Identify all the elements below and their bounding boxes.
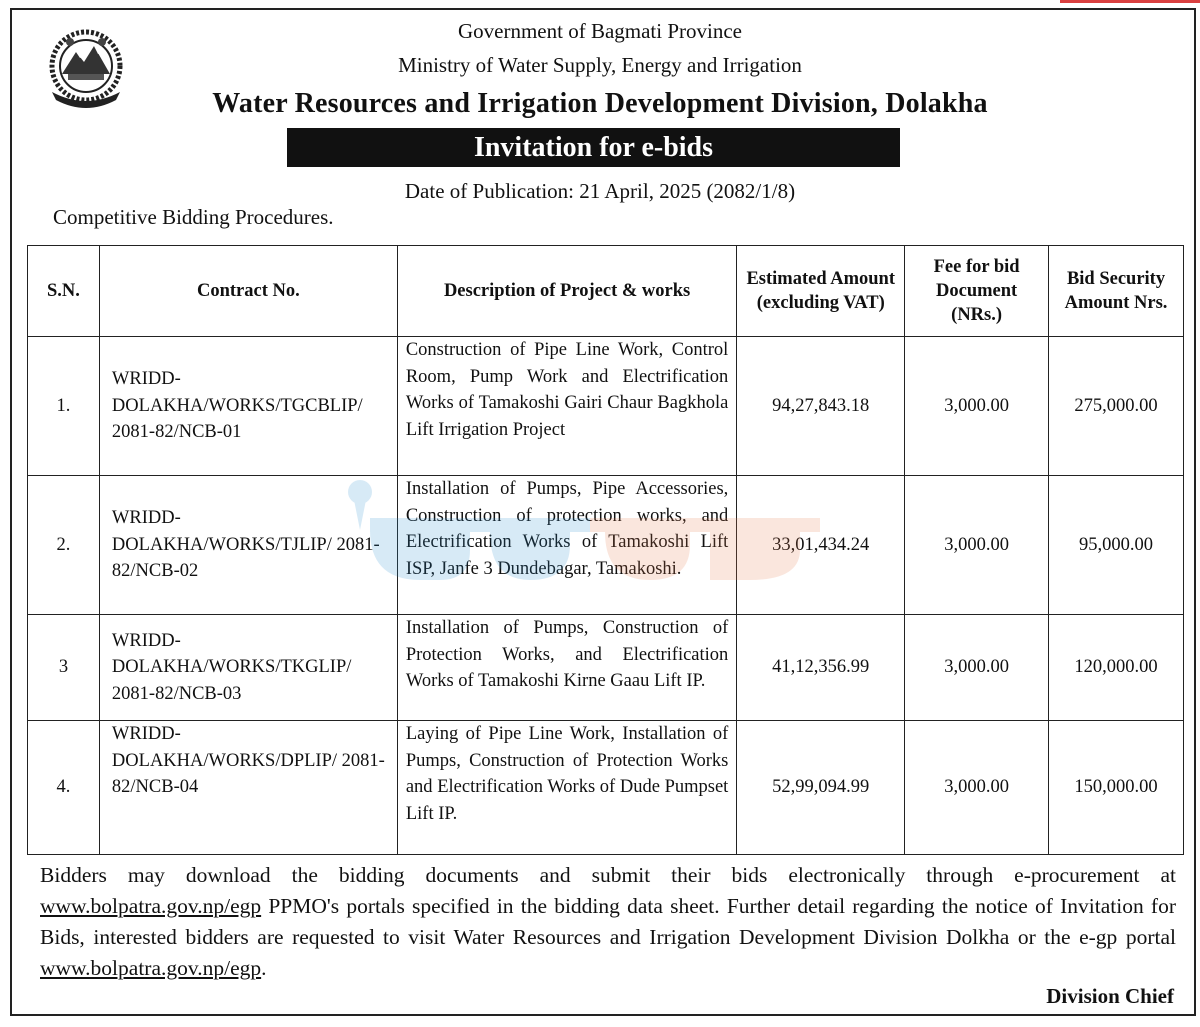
footer-text-3: . bbox=[261, 956, 267, 980]
row-fee: 3,000.00 bbox=[905, 476, 1049, 615]
footer-text-2: PPMO's portals specified in the bidding data sheet. Further detail regarding the notice of Invitation for Bids, interested bidders are requested to visit Water Resources and Irrigation Development Division Dolkha or the e-gp portal bbox=[40, 894, 1176, 949]
egp-link-2[interactable]: www.bolpatra.gov.np/egp bbox=[40, 956, 262, 980]
row-security: 120,000.00 bbox=[1049, 615, 1184, 721]
signature: Division Chief bbox=[1046, 984, 1174, 1008]
row-contract: WRIDD-DOLAKHA/WORKS/TJLIP/ 2081-82/NCB-02 bbox=[99, 476, 397, 615]
row-estimated: 41,12,356.99 bbox=[737, 615, 905, 721]
egp-link-1[interactable]: www.bolpatra.gov.np/egp bbox=[40, 894, 262, 918]
row-description: Laying of Pipe Line Work, Installation of Pumps, Construction of Protection Works and Electrification Works of Dude Pumpset Lift IP. bbox=[397, 721, 736, 855]
table-header-row bbox=[28, 246, 1184, 337]
government-line: Government of Bagmati Province bbox=[457, 19, 742, 43]
bids-table bbox=[27, 245, 1184, 855]
col-contract: Contract No. bbox=[99, 246, 397, 337]
row-sn: 4. bbox=[28, 721, 100, 855]
top-accent-bar bbox=[1060, 0, 1200, 3]
division-title: Water Resources and Irrigation Development Division, Dolakha bbox=[212, 88, 988, 119]
ministry-line: Ministry of Water Supply, Energy and Irrigation bbox=[398, 53, 802, 77]
row-security: 275,000.00 bbox=[1049, 337, 1184, 476]
col-sn: S.N. bbox=[28, 246, 100, 337]
row-security: 150,000.00 bbox=[1049, 721, 1184, 855]
row-estimated: 94,27,843.18 bbox=[737, 337, 905, 476]
table-row bbox=[28, 721, 1184, 855]
col-fee: Fee for bid Document (NRs.) bbox=[905, 246, 1049, 337]
row-description: Installation of Pumps, Construction of Protection Works, and Electrification Works of Tamakoshi Kirne Gaau Lift IP. bbox=[397, 615, 736, 721]
row-contract: WRIDD-DOLAKHA/WORKS/DPLIP/ 2081-82/NCB-04 bbox=[99, 721, 397, 855]
footer-paragraph bbox=[40, 860, 1176, 984]
row-contract: WRIDD-DOLAKHA/WORKS/TGCBLIP/ 2081-82/NCB-01 bbox=[99, 337, 397, 476]
invitation-banner: Invitation for e-bids bbox=[287, 128, 900, 167]
row-fee: 3,000.00 bbox=[905, 615, 1049, 721]
procedure-text: Competitive Bidding Procedures. bbox=[53, 205, 334, 229]
footer-text-1: Bidders may download the bidding documents and submit their bids electronically through e-procurement at bbox=[40, 863, 1176, 887]
table-row bbox=[28, 337, 1184, 476]
col-estimated: Estimated Amount (excluding VAT) bbox=[737, 246, 905, 337]
table-row bbox=[28, 615, 1184, 721]
row-security: 95,000.00 bbox=[1049, 476, 1184, 615]
table-row bbox=[28, 476, 1184, 615]
row-sn: 2. bbox=[28, 476, 100, 615]
publication-date: Date of Publication: 21 April, 2025 (2082/1/8) bbox=[404, 179, 796, 203]
row-sn: 1. bbox=[28, 337, 100, 476]
row-estimated: 52,99,094.99 bbox=[737, 721, 905, 855]
row-fee: 3,000.00 bbox=[905, 337, 1049, 476]
row-description: Installation of Pumps, Pipe Accessories, Construction of protection works, and Electrification Works of Tamakoshi Lift ISP, Janfe 3 Dundebagar, Tamakoshi. bbox=[397, 476, 736, 615]
row-fee: 3,000.00 bbox=[905, 721, 1049, 855]
col-description: Description of Project & works bbox=[397, 246, 736, 337]
row-estimated: 33,01,434.24 bbox=[737, 476, 905, 615]
row-description: Construction of Pipe Line Work, Control Room, Pump Work and Electrification Works of Tamakoshi Gairi Chaur Bagkhola Lift Irrigation Project bbox=[397, 337, 736, 476]
row-sn: 3 bbox=[28, 615, 100, 721]
col-security: Bid Security Amount Nrs. bbox=[1049, 246, 1184, 337]
row-contract: WRIDD-DOLAKHA/WORKS/TKGLIP/ 2081-82/NCB-03 bbox=[99, 615, 397, 721]
